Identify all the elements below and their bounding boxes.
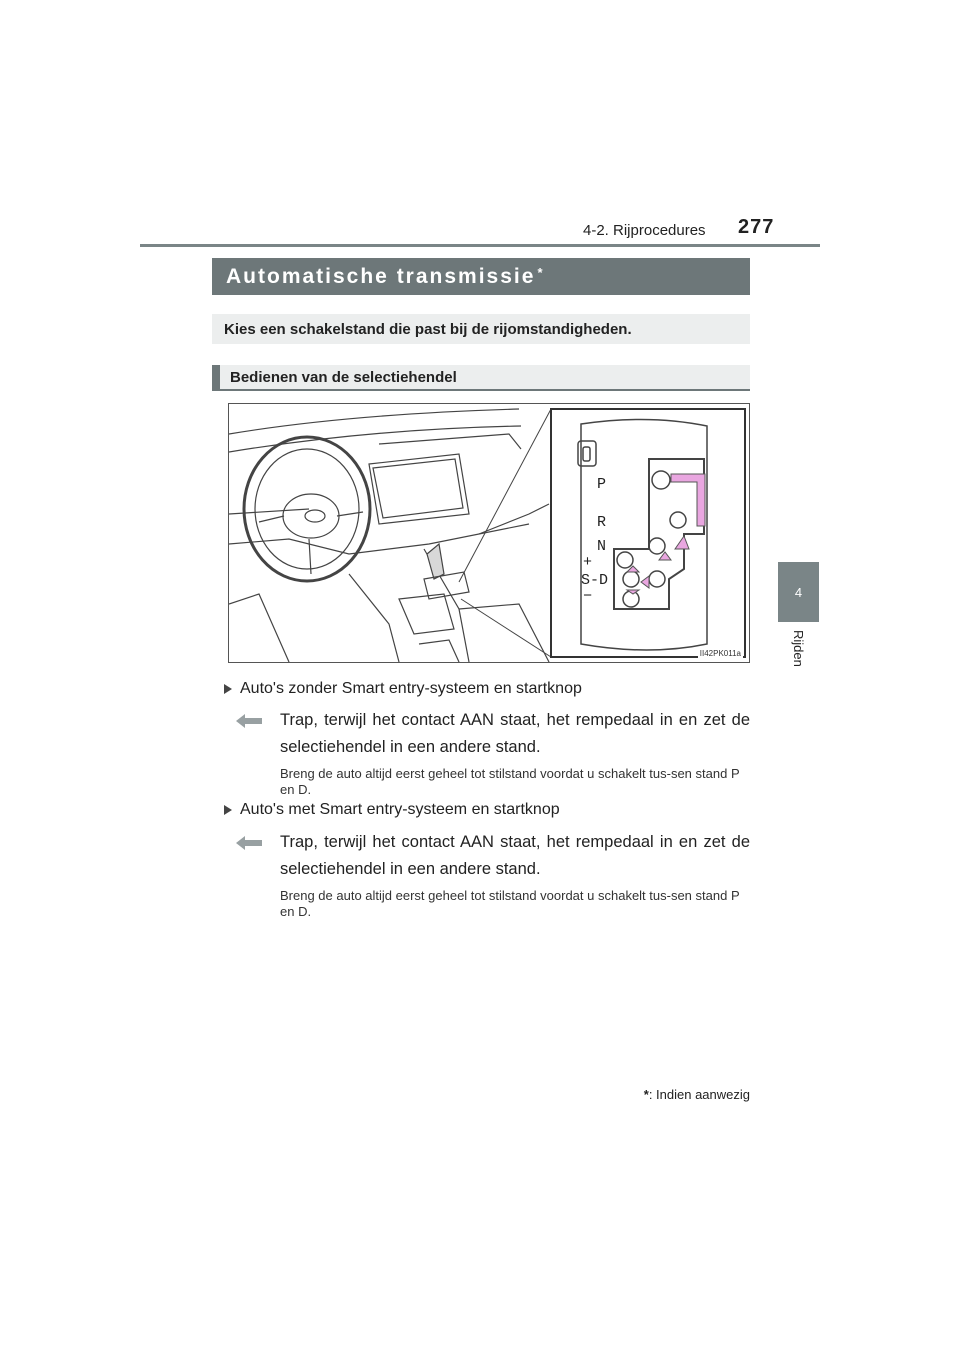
intro-box: [212, 314, 750, 344]
gear-n: N: [597, 538, 607, 555]
chapter-number: 4: [794, 584, 803, 600]
intro-text: Kies een schakelstand die past bij de rijomstandigheden.: [224, 320, 632, 338]
subheading: [212, 365, 750, 391]
title-asterisk: *: [537, 265, 543, 280]
note-text-1: Breng de auto altijd eerst geheel tot stilstand voordat u schakelt tus-sen stand P en D.: [280, 766, 740, 797]
step-arrow-icon: [236, 714, 262, 728]
gear-plus: +: [583, 554, 593, 571]
page-title-text: Automatische transmissie: [226, 264, 536, 288]
triangle-bullet-icon: [224, 684, 232, 694]
gear-p: P: [597, 476, 607, 493]
condition-heading-2: [224, 801, 560, 819]
page-number: 277: [738, 216, 775, 238]
section-title: 4-2. Rijprocedures: [583, 222, 706, 239]
note-text-2: Breng de auto altijd eerst geheel tot stilstand voordat u schakelt tus-sen stand P en D.: [280, 888, 740, 919]
condition-text-2: Auto's met Smart entry-systeem en startknop: [240, 801, 560, 818]
triangle-bullet-icon: [224, 805, 232, 815]
subheading-text: Bedienen van de selectiehendel: [230, 368, 457, 386]
step-text-2: Trap, terwijl het contact AAN staat, het rempedaal in en zet de selectiehendel in een andere stand.: [280, 833, 750, 878]
chapter-label-text: Rijden: [791, 630, 806, 667]
condition-heading-1: [224, 680, 582, 698]
header-rule: [140, 244, 820, 247]
gear-r: R: [597, 514, 607, 531]
page-title: [212, 258, 750, 295]
step-arrow-icon: [236, 836, 262, 850]
chapter-tab: [778, 562, 819, 622]
gear-s-d: S-D: [581, 572, 609, 589]
figure-code: II42PK011a: [699, 649, 741, 658]
dashboard-illustration: [229, 404, 749, 662]
gear-minus: −: [583, 588, 593, 605]
step-text-1: Trap, terwijl het contact AAN staat, het rempedaal in en zet de selectiehendel in een andere stand.: [280, 711, 750, 756]
footnote-text: : Indien aanwezig: [648, 1087, 750, 1102]
footnote: [600, 1087, 750, 1102]
chapter-label: [790, 630, 810, 690]
condition-text-1: Auto's zonder Smart entry-systeem en startknop: [240, 680, 582, 697]
footnote-marker: *: [643, 1087, 649, 1102]
illustration-figure: [228, 403, 750, 663]
